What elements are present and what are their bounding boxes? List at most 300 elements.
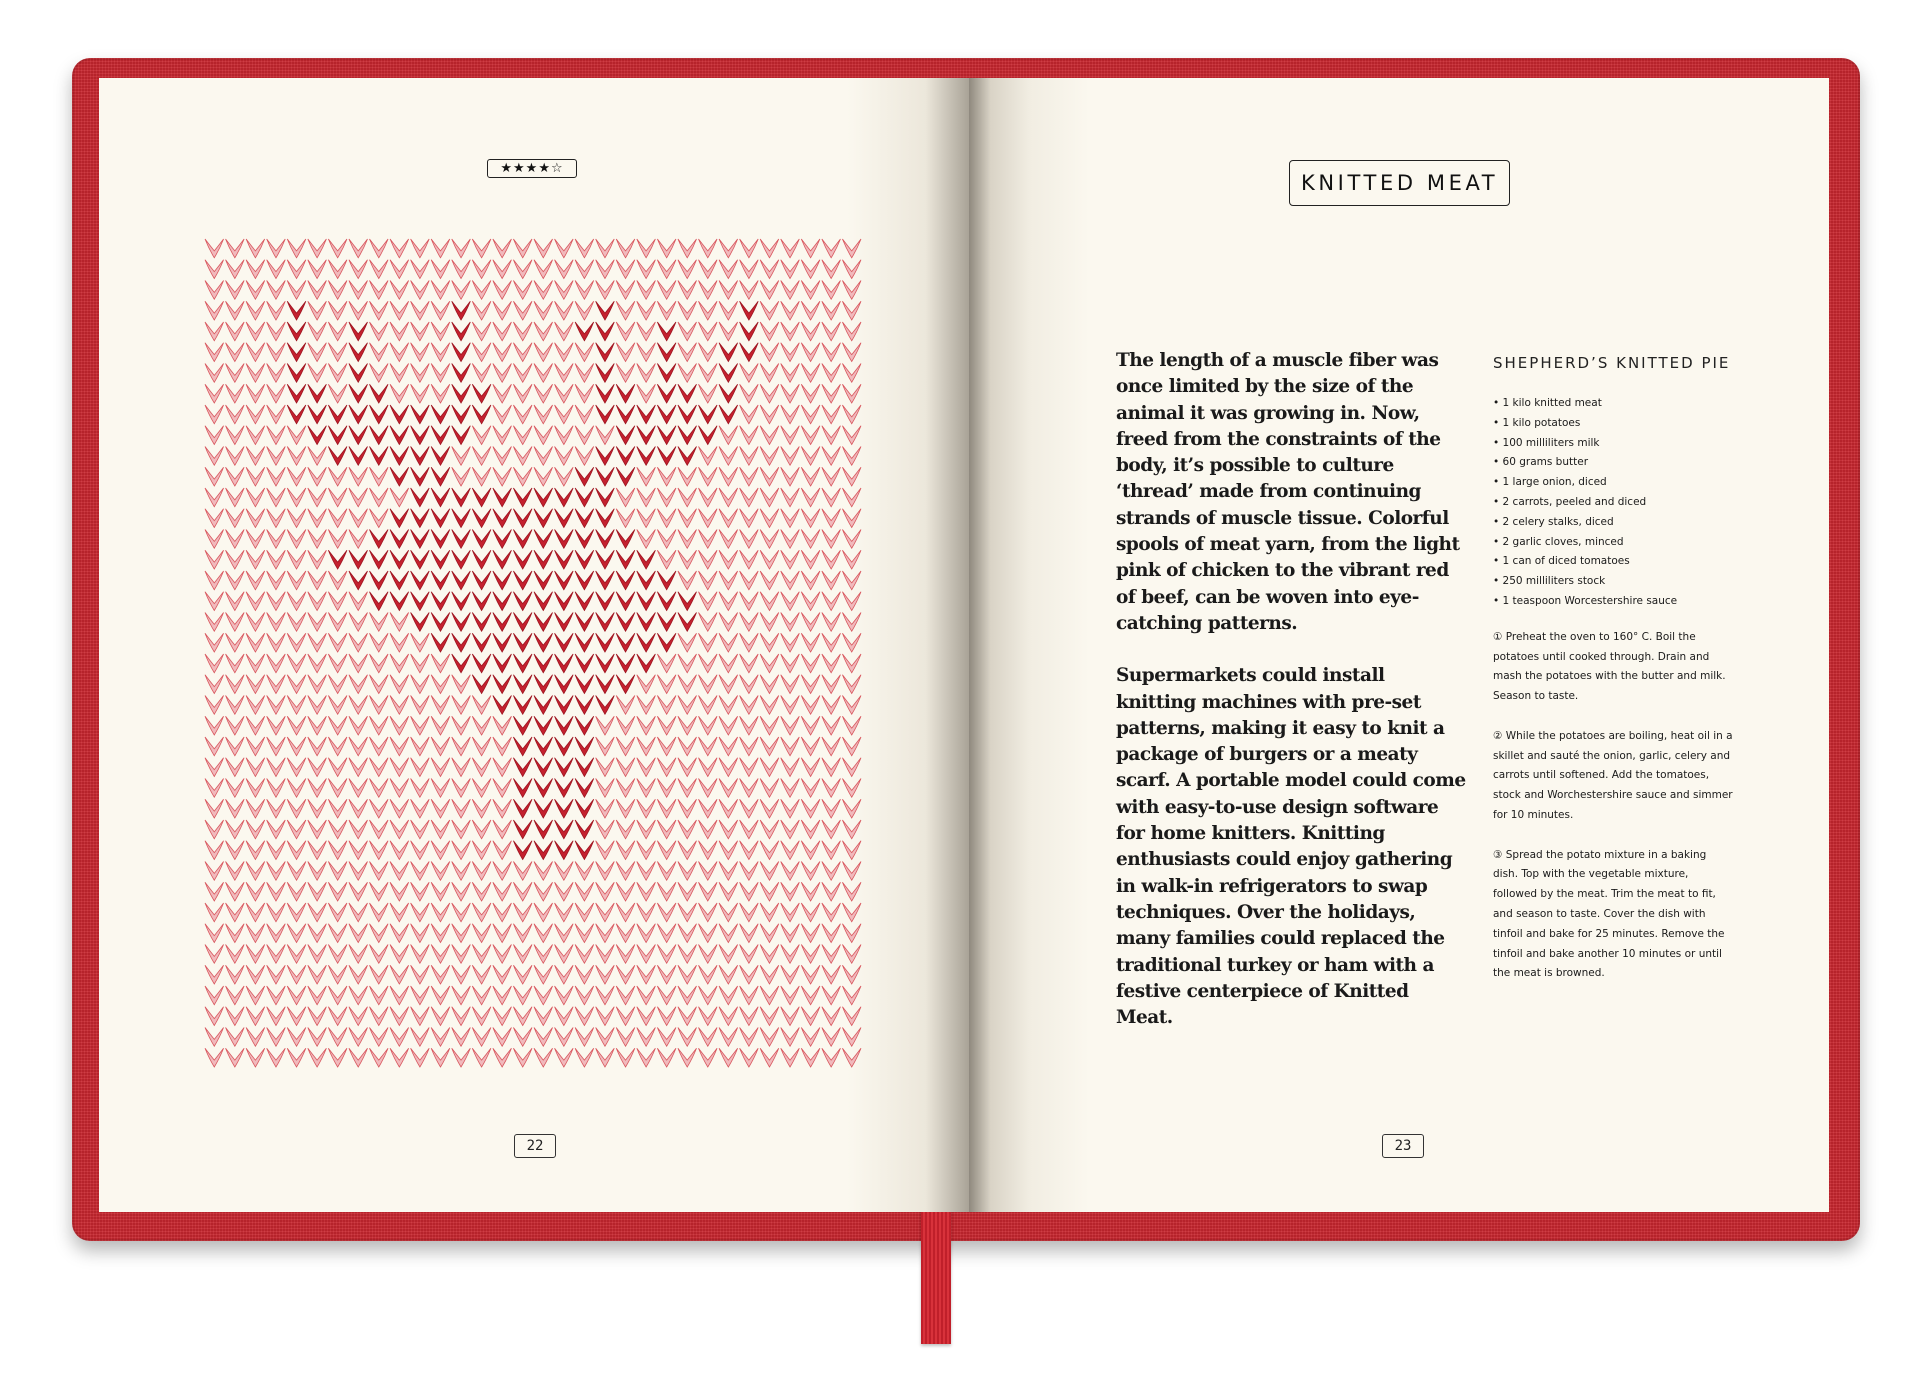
- knit-stitch-light: [493, 467, 512, 486]
- knit-stitch-light: [678, 488, 697, 507]
- knit-stitch-light: [637, 364, 656, 383]
- knit-stitch-light: [226, 903, 245, 922]
- knit-stitch-dark: [411, 467, 430, 486]
- knit-stitch-light: [699, 716, 718, 735]
- knit-stitch-dark: [472, 592, 491, 611]
- knit-stitch-light: [452, 924, 471, 943]
- knit-stitch-light: [308, 862, 327, 881]
- knit-stitch-light: [287, 820, 306, 839]
- knit-stitch-light: [740, 675, 759, 694]
- knit-stitch-light: [719, 945, 738, 964]
- knit-stitch-light: [390, 799, 409, 818]
- knit-stitch-dark: [534, 654, 553, 673]
- knit-stitch-light: [616, 322, 635, 341]
- knit-stitch-light: [513, 343, 532, 362]
- knit-stitch-dark: [555, 758, 574, 777]
- knit-stitch-dark: [534, 592, 553, 611]
- knit-stitch-dark: [575, 841, 594, 860]
- knit-stitch-dark: [411, 613, 430, 632]
- knit-stitch-light: [657, 716, 676, 735]
- knit-stitch-light: [452, 239, 471, 258]
- knit-stitch-light: [699, 509, 718, 528]
- knit-stitch-light: [740, 696, 759, 715]
- knit-stitch-light: [493, 945, 512, 964]
- knit-stitch-light: [308, 1048, 327, 1067]
- knit-stitch-light: [616, 841, 635, 860]
- knit-stitch-light: [411, 924, 430, 943]
- knit-stitch-light: [842, 322, 861, 341]
- knit-stitch-light: [226, 945, 245, 964]
- knit-stitch-light: [205, 613, 224, 632]
- knit-stitch-light: [699, 903, 718, 922]
- knit-stitch-light: [205, 530, 224, 549]
- knit-stitch-light: [842, 447, 861, 466]
- knit-stitch-light: [801, 426, 820, 445]
- knit-stitch-light: [349, 675, 368, 694]
- knit-stitch-light: [801, 716, 820, 735]
- knit-stitch-light: [246, 530, 265, 549]
- knit-stitch-light: [370, 986, 389, 1005]
- knit-stitch-light: [246, 301, 265, 320]
- knit-stitch-light: [472, 260, 491, 279]
- knit-stitch-light: [801, 550, 820, 569]
- knit-stitch-light: [740, 965, 759, 984]
- knit-stitch-light: [267, 550, 286, 569]
- knit-stitch-dark: [411, 488, 430, 507]
- knit-stitch-light: [472, 696, 491, 715]
- knit-stitch-dark: [431, 571, 450, 590]
- knit-stitch-light: [822, 281, 841, 300]
- knit-stitch-dark: [596, 613, 615, 632]
- knit-stitch-dark: [719, 364, 738, 383]
- knit-stitch-light: [205, 965, 224, 984]
- knit-stitch-dark: [596, 447, 615, 466]
- knit-stitch-light: [719, 820, 738, 839]
- ingredient-item: • 1 kilo knitted meat: [1493, 397, 1602, 409]
- knit-stitch-light: [740, 571, 759, 590]
- knit-stitch-light: [493, 1007, 512, 1026]
- knit-stitch-light: [616, 301, 635, 320]
- knit-stitch-dark: [616, 675, 635, 694]
- knit-stitch-light: [246, 820, 265, 839]
- knit-stitch-light: [349, 799, 368, 818]
- knit-stitch-light: [555, 965, 574, 984]
- knit-stitch-dark: [513, 571, 532, 590]
- knit-stitch-light: [842, 862, 861, 881]
- knit-stitch-dark: [513, 841, 532, 860]
- knit-stitch-light: [657, 239, 676, 258]
- knit-stitch-light: [740, 924, 759, 943]
- knit-stitch-light: [349, 945, 368, 964]
- knit-stitch-light: [657, 675, 676, 694]
- knit-stitch-light: [678, 1048, 697, 1067]
- knit-stitch-light: [657, 945, 676, 964]
- knit-stitch-light: [801, 882, 820, 901]
- knit-stitch-light: [616, 343, 635, 362]
- knit-stitch-light: [740, 882, 759, 901]
- knit-stitch-light: [678, 550, 697, 569]
- knit-stitch-light: [657, 654, 676, 673]
- knit-stitch-light: [452, 965, 471, 984]
- knit-stitch-light: [616, 509, 635, 528]
- knit-stitch-light: [596, 903, 615, 922]
- knit-stitch-light: [596, 799, 615, 818]
- knit-stitch-light: [246, 239, 265, 258]
- knit-stitch-light: [328, 509, 347, 528]
- knit-stitch-light: [678, 986, 697, 1005]
- knit-stitch-light: [575, 447, 594, 466]
- knit-stitch-light: [513, 945, 532, 964]
- knit-stitch-light: [411, 343, 430, 362]
- knit-stitch-dark: [555, 841, 574, 860]
- knit-stitch-light: [411, 281, 430, 300]
- knit-stitch-dark: [637, 633, 656, 652]
- knit-stitch-light: [246, 613, 265, 632]
- knit-stitch-light: [287, 654, 306, 673]
- knit-stitch-light: [801, 571, 820, 590]
- knit-stitch-light: [349, 1028, 368, 1047]
- knit-stitch-light: [493, 799, 512, 818]
- knit-stitch-light: [781, 716, 800, 735]
- knit-stitch-light: [328, 1048, 347, 1067]
- knit-stitch-light: [205, 364, 224, 383]
- knit-stitch-light: [349, 509, 368, 528]
- knit-stitch-dark: [287, 343, 306, 362]
- knit-stitch-light: [781, 467, 800, 486]
- knit-stitch-light: [637, 903, 656, 922]
- knit-stitch-dark: [534, 841, 553, 860]
- knit-stitch-light: [287, 1048, 306, 1067]
- chapter-title: KNITTED MEAT: [1289, 160, 1510, 206]
- knit-stitch-light: [370, 467, 389, 486]
- knit-stitch-light: [226, 737, 245, 756]
- knit-stitch-light: [390, 924, 409, 943]
- knit-stitch-light: [513, 862, 532, 881]
- knit-stitch-light: [699, 841, 718, 860]
- knit-stitch-light: [534, 903, 553, 922]
- knit-stitch-light: [452, 1007, 471, 1026]
- knit-stitch-light: [308, 779, 327, 798]
- knit-stitch-light: [781, 696, 800, 715]
- knit-stitch-dark: [513, 654, 532, 673]
- knit-stitch-light: [452, 841, 471, 860]
- knit-stitch-light: [740, 633, 759, 652]
- knit-stitch-light: [575, 986, 594, 1005]
- knit-stitch-light: [555, 384, 574, 403]
- knit-stitch-light: [760, 986, 779, 1005]
- knit-stitch-light: [781, 986, 800, 1005]
- knit-stitch-light: [534, 1028, 553, 1047]
- knit-stitch-light: [760, 862, 779, 881]
- knit-stitch-light: [637, 301, 656, 320]
- knit-stitch-light: [637, 1028, 656, 1047]
- knit-stitch-light: [801, 862, 820, 881]
- knit-stitch-light: [472, 467, 491, 486]
- knit-stitch-light: [657, 1007, 676, 1026]
- knit-stitch-dark: [555, 509, 574, 528]
- knit-stitch-light: [616, 986, 635, 1005]
- knit-stitch-light: [719, 488, 738, 507]
- knit-stitch-dark: [411, 447, 430, 466]
- knit-stitch-light: [637, 945, 656, 964]
- knit-stitch-light: [822, 239, 841, 258]
- knit-stitch-light: [760, 592, 779, 611]
- knit-stitch-light: [411, 1028, 430, 1047]
- knit-stitch-light: [349, 301, 368, 320]
- knit-stitch-light: [287, 1028, 306, 1047]
- knit-stitch-light: [267, 322, 286, 341]
- knit-stitch-light: [452, 716, 471, 735]
- knit-stitch-light: [370, 903, 389, 922]
- knit-stitch-light: [616, 1007, 635, 1026]
- knit-stitch-light: [699, 779, 718, 798]
- knit-stitch-light: [287, 447, 306, 466]
- knit-stitch-light: [246, 696, 265, 715]
- knit-stitch-light: [534, 986, 553, 1005]
- knit-stitch-dark: [657, 447, 676, 466]
- knit-stitch-light: [801, 986, 820, 1005]
- knit-stitch-dark: [411, 405, 430, 424]
- knit-stitch-light: [246, 550, 265, 569]
- knit-stitch-light: [740, 281, 759, 300]
- knit-stitch-light: [842, 882, 861, 901]
- knit-stitch-light: [328, 571, 347, 590]
- knit-stitch-light: [226, 1028, 245, 1047]
- knit-stitch-light: [596, 281, 615, 300]
- knit-stitch-light: [575, 301, 594, 320]
- knit-stitch-dark: [534, 696, 553, 715]
- knit-stitch-light: [596, 965, 615, 984]
- knit-stitch-light: [267, 467, 286, 486]
- knit-stitch-light: [226, 301, 245, 320]
- knit-stitch-dark: [287, 322, 306, 341]
- page-number-left: 22: [514, 1134, 556, 1158]
- knit-stitch-light: [267, 675, 286, 694]
- knit-stitch-dark: [596, 384, 615, 403]
- knit-stitch-light: [719, 571, 738, 590]
- knit-stitch-light: [678, 965, 697, 984]
- knit-stitch-light: [596, 820, 615, 839]
- knit-stitch-dark: [513, 530, 532, 549]
- knit-stitch-light: [328, 530, 347, 549]
- knit-stitch-light: [328, 343, 347, 362]
- knit-stitch-light: [534, 1048, 553, 1067]
- knit-stitch-light: [760, 841, 779, 860]
- knit-stitch-light: [596, 841, 615, 860]
- knit-stitch-dark: [657, 364, 676, 383]
- knit-stitch-light: [781, 862, 800, 881]
- knit-stitch-light: [308, 882, 327, 901]
- knit-stitch-light: [308, 571, 327, 590]
- knit-stitch-light: [308, 903, 327, 922]
- knit-stitch-light: [452, 882, 471, 901]
- knit-stitch-light: [842, 1028, 861, 1047]
- knit-stitch-light: [287, 592, 306, 611]
- knit-stitch-light: [637, 986, 656, 1005]
- knit-stitch-light: [349, 841, 368, 860]
- knit-stitch-light: [328, 488, 347, 507]
- knit-stitch-light: [596, 1007, 615, 1026]
- knit-stitch-light: [637, 1048, 656, 1067]
- knit-stitch-dark: [678, 384, 697, 403]
- knit-stitch-light: [226, 1007, 245, 1026]
- knit-stitch-light: [760, 696, 779, 715]
- knit-stitch-dark: [699, 426, 718, 445]
- knit-stitch-light: [493, 281, 512, 300]
- knit-stitch-light: [226, 841, 245, 860]
- knit-stitch-light: [246, 405, 265, 424]
- knit-stitch-light: [555, 1007, 574, 1026]
- knit-stitch-light: [370, 239, 389, 258]
- knit-stitch-light: [308, 1007, 327, 1026]
- knit-stitch-light: [205, 488, 224, 507]
- knit-stitch-light: [719, 799, 738, 818]
- knit-stitch-light: [349, 613, 368, 632]
- knit-stitch-dark: [431, 488, 450, 507]
- knit-stitch-light: [781, 530, 800, 549]
- knit-stitch-light: [781, 343, 800, 362]
- knit-stitch-light: [513, 405, 532, 424]
- knit-stitch-dark: [657, 633, 676, 652]
- knit-stitch-light: [801, 592, 820, 611]
- knit-stitch-dark: [534, 633, 553, 652]
- knit-stitch-light: [842, 426, 861, 445]
- knit-stitch-light: [370, 799, 389, 818]
- ingredient-item: • 250 milliliters stock: [1493, 575, 1606, 588]
- knit-stitch-light: [801, 613, 820, 632]
- knit-stitch-light: [370, 779, 389, 798]
- knit-stitch-light: [308, 633, 327, 652]
- knit-stitch-light: [699, 571, 718, 590]
- knit-stitch-light: [616, 924, 635, 943]
- knit-stitch-light: [719, 758, 738, 777]
- knit-stitch-light: [760, 924, 779, 943]
- knit-stitch-light: [555, 945, 574, 964]
- knit-stitch-light: [822, 447, 841, 466]
- knit-stitch-light: [493, 862, 512, 881]
- knit-stitch-light: [431, 696, 450, 715]
- knit-stitch-light: [596, 716, 615, 735]
- knit-stitch-light: [637, 799, 656, 818]
- knit-stitch-light: [575, 384, 594, 403]
- knit-stitch-light: [822, 696, 841, 715]
- knit-stitch-light: [719, 281, 738, 300]
- star-rating: ★★★★☆: [487, 159, 577, 178]
- knit-stitch-light: [308, 364, 327, 383]
- knit-stitch-light: [226, 654, 245, 673]
- knit-stitch-light: [616, 364, 635, 383]
- knit-stitch-dark: [719, 343, 738, 362]
- knit-stitch-dark: [431, 447, 450, 466]
- knit-stitch-light: [370, 696, 389, 715]
- knit-stitch-light: [719, 675, 738, 694]
- knit-stitch-light: [740, 239, 759, 258]
- knit-stitch-light: [452, 675, 471, 694]
- knit-stitch-dark: [472, 384, 491, 403]
- knit-stitch-dark: [678, 405, 697, 424]
- knit-stitch-dark: [678, 426, 697, 445]
- knit-stitch-dark: [308, 384, 327, 403]
- knit-stitch-light: [328, 654, 347, 673]
- knit-stitch-light: [431, 799, 450, 818]
- knit-stitch-light: [452, 779, 471, 798]
- knit-stitch-light: [596, 737, 615, 756]
- knit-stitch-light: [431, 841, 450, 860]
- knit-stitch-light: [616, 1028, 635, 1047]
- knit-stitch-light: [760, 405, 779, 424]
- knit-stitch-dark: [411, 571, 430, 590]
- knit-stitch-dark: [575, 613, 594, 632]
- body-copy: [1116, 348, 1466, 1057]
- knit-stitch-light: [699, 530, 718, 549]
- knit-stitch-light: [226, 509, 245, 528]
- knit-stitch-light: [205, 654, 224, 673]
- knit-stitch-dark: [493, 530, 512, 549]
- knit-stitch-light: [205, 1007, 224, 1026]
- knit-stitch-light: [575, 882, 594, 901]
- knit-stitch-light: [411, 986, 430, 1005]
- knit-stitch-light: [308, 675, 327, 694]
- knit-stitch-light: [534, 965, 553, 984]
- knit-stitch-light: [226, 633, 245, 652]
- knit-stitch-light: [246, 509, 265, 528]
- knit-stitch-light: [740, 509, 759, 528]
- knit-stitch-light: [822, 716, 841, 735]
- knit-stitch-dark: [657, 592, 676, 611]
- knit-stitch-dark: [740, 343, 759, 362]
- knit-stitch-light: [287, 882, 306, 901]
- knit-stitch-dark: [493, 592, 512, 611]
- knit-stitch-dark: [411, 509, 430, 528]
- knit-stitch-light: [699, 239, 718, 258]
- knit-stitch-light: [246, 986, 265, 1005]
- knit-stitch-light: [472, 924, 491, 943]
- knit-stitch-light: [452, 1048, 471, 1067]
- knit-stitch-light: [781, 447, 800, 466]
- knit-stitch-light: [637, 467, 656, 486]
- knit-stitch-light: [822, 530, 841, 549]
- knit-stitch-light: [513, 1007, 532, 1026]
- knit-stitch-light: [287, 467, 306, 486]
- knit-stitch-dark: [555, 696, 574, 715]
- knit-stitch-dark: [575, 758, 594, 777]
- knit-stitch-light: [513, 882, 532, 901]
- knit-stitch-light: [822, 405, 841, 424]
- knit-stitch-light: [431, 862, 450, 881]
- knit-stitch-light: [842, 384, 861, 403]
- knit-stitch-light: [493, 903, 512, 922]
- knit-stitch-light: [781, 654, 800, 673]
- knit-stitch-light: [246, 426, 265, 445]
- knit-stitch-light: [226, 696, 245, 715]
- knit-stitch-light: [205, 550, 224, 569]
- knit-stitch-light: [781, 322, 800, 341]
- knit-stitch-light: [822, 613, 841, 632]
- knit-stitch-light: [822, 384, 841, 403]
- knit-stitch-light: [699, 281, 718, 300]
- knit-stitch-dark: [575, 716, 594, 735]
- knit-stitch-light: [781, 675, 800, 694]
- knit-stitch-light: [719, 260, 738, 279]
- knit-stitch-light: [801, 301, 820, 320]
- knit-stitch-dark: [287, 384, 306, 403]
- knit-stitch-light: [678, 737, 697, 756]
- knit-stitch-light: [493, 758, 512, 777]
- knit-stitch-light: [411, 239, 430, 258]
- knit-stitch-dark: [452, 550, 471, 569]
- knit-stitch-light: [390, 716, 409, 735]
- knit-stitch-light: [719, 633, 738, 652]
